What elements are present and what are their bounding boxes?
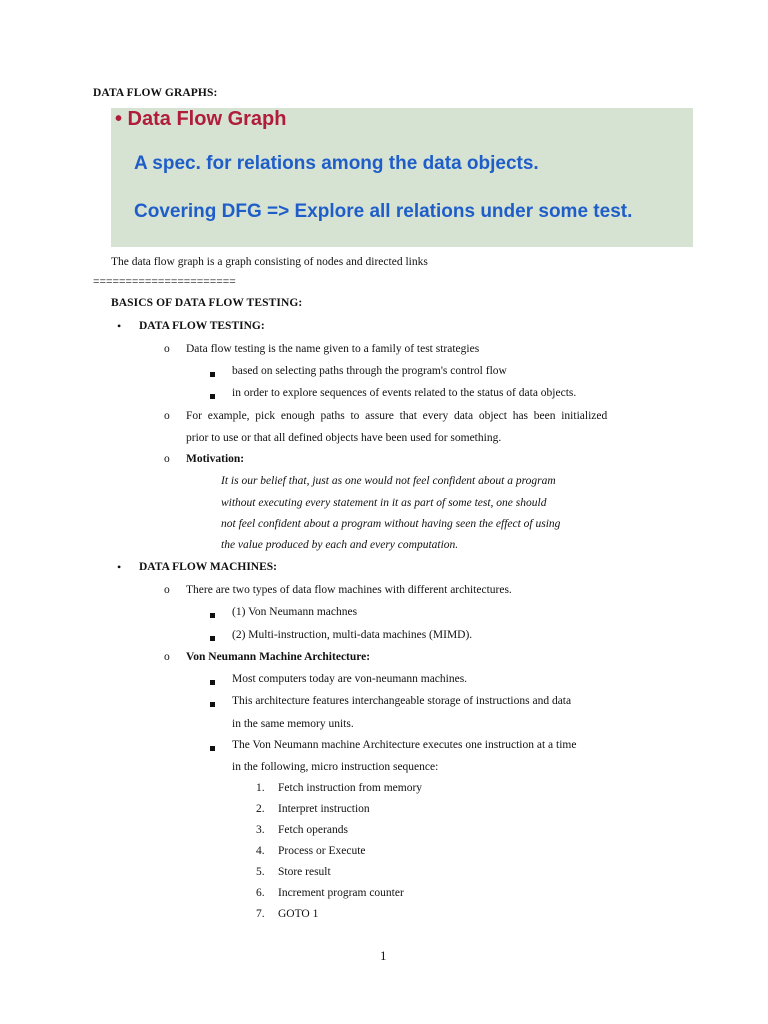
circle-bullet-icon: o [164,453,170,465]
list-item: (1) Von Neumann machnes [232,606,358,618]
square-bullet-icon [210,698,215,710]
motivation-label: Motivation: [186,453,245,465]
page-heading: DATA FLOW GRAPHS: [93,87,218,99]
list-item: in order to explore sequences of events related to the status of data objects. [232,387,577,399]
circle-bullet-icon: o [164,584,170,596]
list-item: Data flow testing is the name given to a family of test strategies [186,343,480,355]
step-text: Increment program counter [278,887,404,899]
step-text: GOTO 1 [278,908,319,920]
banner-line-1: A spec. for relations among the data objects. [134,153,539,174]
step-number: 4. [256,845,265,857]
step-text: Interpret instruction [278,803,370,815]
circle-bullet-icon: o [164,410,170,422]
list-item: For example, pick enough paths to assure that every data object has been initialized [186,410,608,422]
slide-banner [111,108,693,247]
list-item-continuation: in the following, micro instruction sequence: [232,761,439,773]
circle-bullet-icon: o [164,343,170,355]
step-number: 6. [256,887,265,899]
list-item-continuation: in the same memory units. [232,718,354,730]
section-title-data-flow-testing: DATA FLOW TESTING: [139,320,265,332]
bullet-dot-icon: • [117,319,122,333]
step-text: Fetch instruction from memory [278,782,423,794]
banner-line-2: Covering DFG => Explore all relations under some test. [134,201,633,222]
step-number: 7. [256,908,265,920]
intro-paragraph: The data flow graph is a graph consisting of nodes and directed links [111,256,428,268]
list-item: Most computers today are von-neumann machines. [232,673,468,685]
list-item: based on selecting paths through the program's control flow [232,365,507,377]
bullet-dot-icon: • [117,560,122,574]
basics-heading: BASICS OF DATA FLOW TESTING: [111,297,303,309]
list-item-continuation: prior to use or that all defined objects have been used for something. [186,432,502,444]
square-bullet-icon [210,368,215,380]
square-bullet-icon [210,390,215,402]
motivation-text-line: not feel confident about a program without having seen the effect of using [221,518,561,530]
square-bullet-icon [210,609,215,621]
square-bullet-icon [210,632,215,644]
list-item: (2) Multi-instruction, multi-data machines (MIMD). [232,629,473,641]
step-number: 5. [256,866,265,878]
step-number: 3. [256,824,265,836]
page-number: 1 [380,948,387,963]
motivation-text-line: the value produced by each and every computation. [221,539,459,551]
list-item: There are two types of data flow machines with different architectures. [186,584,512,596]
von-neumann-label: Von Neumann Machine Architecture: [186,651,371,663]
step-text: Process or Execute [278,845,366,857]
step-number: 2. [256,803,265,815]
banner-title: • Data Flow Graph [115,108,287,130]
motivation-text-line: without executing every statement in it as part of some test, one should [221,497,547,509]
square-bullet-icon [210,676,215,688]
separator-line: ====================== [93,276,236,288]
step-number: 1. [256,782,265,794]
square-bullet-icon [210,742,215,754]
list-item: The Von Neumann machine Architecture executes one instruction at a time [232,739,577,751]
motivation-text-line: It is our belief that, just as one would not feel confident about a program [221,475,556,487]
section-title-data-flow-machines: DATA FLOW MACHINES: [139,561,278,573]
list-item: This architecture features interchangeable storage of instructions and data [232,695,572,707]
step-text: Fetch operands [278,824,348,836]
step-text: Store result [278,866,331,878]
circle-bullet-icon: o [164,651,170,663]
